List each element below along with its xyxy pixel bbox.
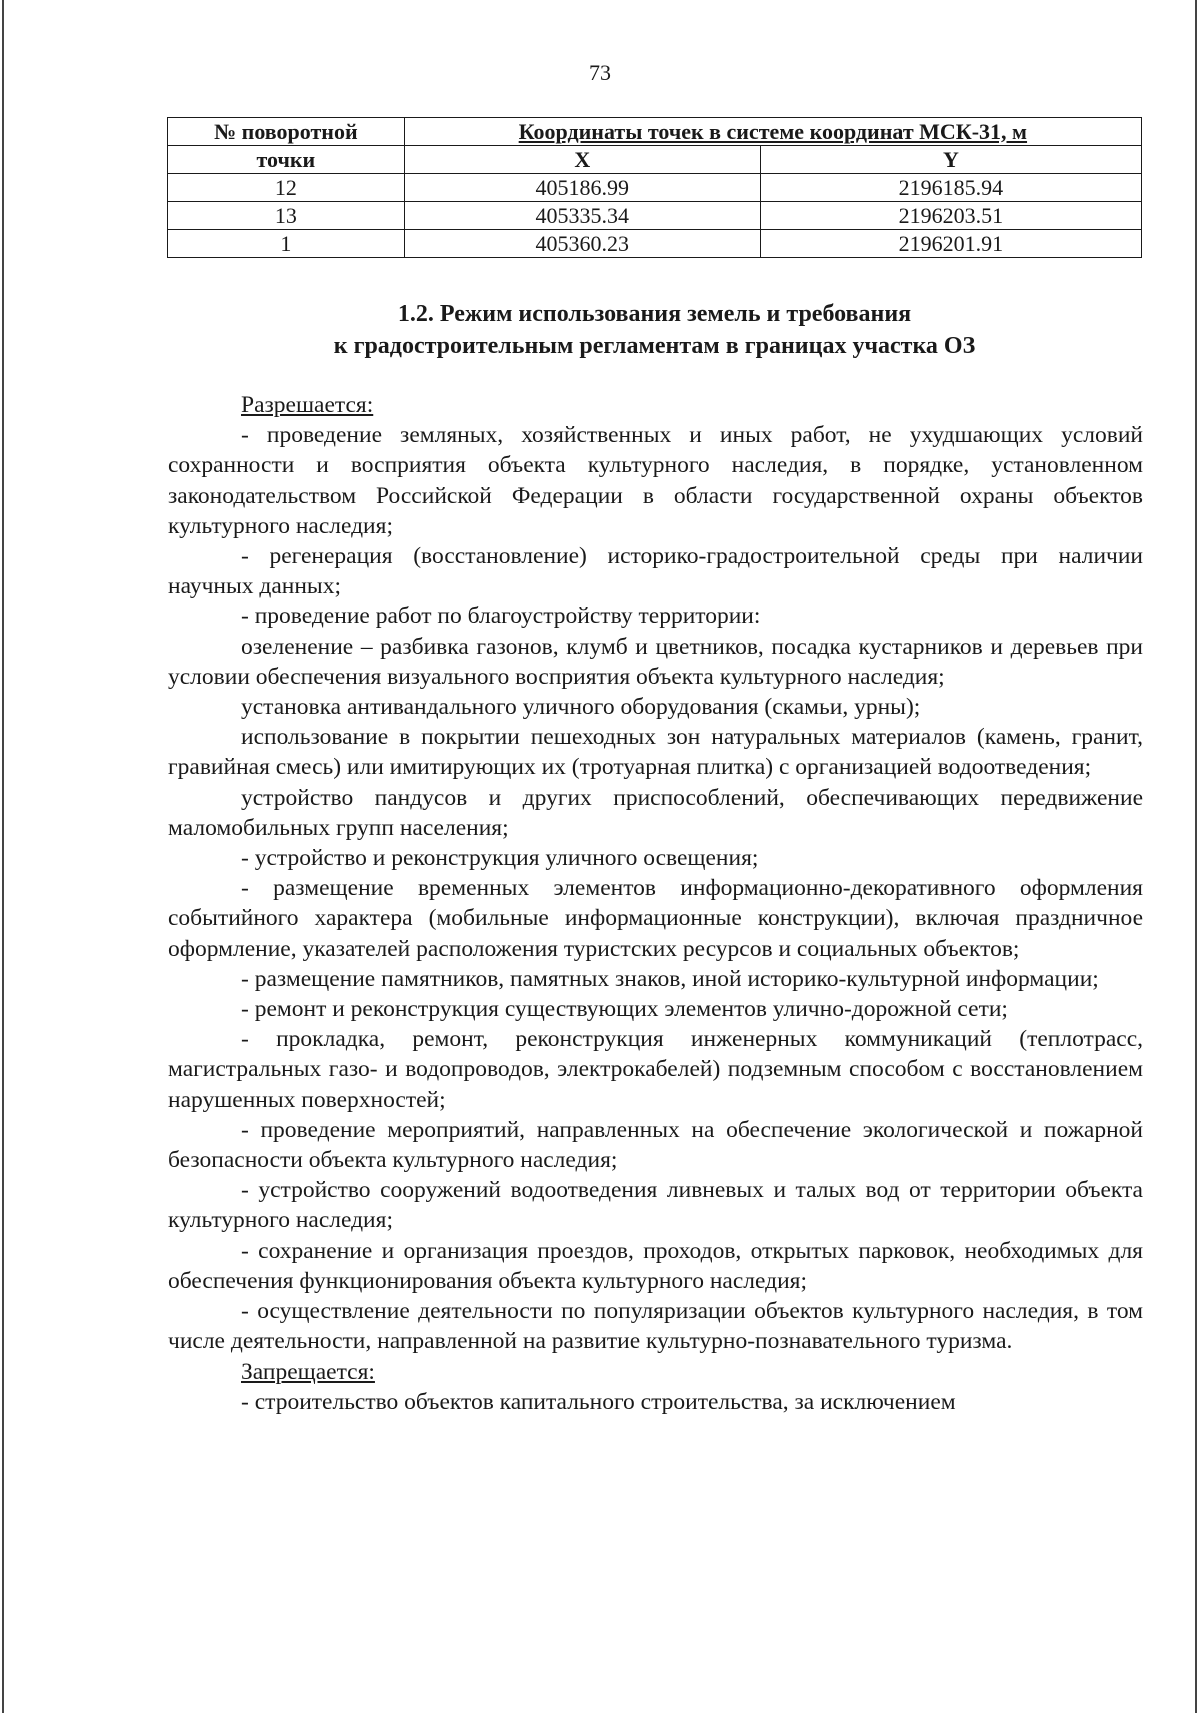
paragraph: - ремонт и реконструкция существующих элементов улично-дорожной сети; — [241, 996, 1008, 1023]
cell-x: 405360.23 — [404, 230, 760, 258]
table-row — [168, 230, 1142, 258]
table-row — [168, 174, 1142, 202]
coordinates-table — [167, 117, 1142, 258]
page-border-left — [2, 0, 4, 1713]
paragraph: устройство пандусов и других приспособлений, обеспечивающих передвижение маломобильных групп населения; — [168, 784, 1143, 841]
cell-point-number: 13 — [168, 202, 405, 230]
paragraph: - устройство и реконструкция уличного освещения; — [241, 845, 759, 872]
paragraph: - проведение земляных, хозяйственных и иных работ, не ухудшающих условий сохранности и восприятия объекта культурного наследия, в порядке, установленном законодательством Российской Федерации в области государственной охраны объектов культурного наследия; — [168, 422, 1143, 539]
header-point-number-line2: точки — [168, 146, 405, 174]
page-border-right — [1195, 0, 1197, 1713]
paragraph: - размещение временных элементов информационно-декоративного оформления событийного характера (мобильные информационные конструкции), включая праздничное оформление, указателей расположения туристских ресурсов и социальных объектов; — [168, 875, 1143, 962]
paragraph: - строительство объектов капитального строительства, за исключением — [241, 1388, 956, 1415]
header-coordinates: Координаты точек в системе координат МСК-31, м — [404, 118, 1141, 146]
section-heading — [167, 298, 1142, 362]
section-heading-line1: 1.2. Режим использования земель и требования — [397, 301, 912, 327]
forbidden-label: Запрещается: — [241, 1358, 375, 1385]
header-y: Y — [760, 146, 1141, 174]
paragraph: - устройство сооружений водоотведения ливневых и талых вод от территории объекта культурного наследия; — [168, 1177, 1143, 1234]
header-point-number-line1: № поворотной — [214, 118, 358, 144]
document-body — [168, 390, 1143, 1417]
section-heading-line2: к градостроительным регламентам в границах участка ОЗ — [333, 333, 976, 359]
cell-point-number: 1 — [168, 230, 405, 258]
cell-y: 2196203.51 — [760, 202, 1141, 230]
paragraph: - регенерация (восстановление) историко-градостроительной среды при наличии научных данных; — [168, 543, 1143, 600]
paragraph: - сохранение и организация проездов, проходов, открытых парковок, необходимых для обеспечения функционирования объекта культурного наследия; — [168, 1237, 1143, 1294]
cell-y: 2196185.94 — [760, 174, 1141, 202]
table-header-row — [168, 118, 1142, 146]
paragraph: использование в покрытии пешеходных зон натуральных материалов (камень, гранит, гравийная смесь) или имитирующих их (тротуарная плитка) с организацией водоотведения; — [168, 724, 1143, 781]
paragraph: - проведение работ по благоустройству территории: — [241, 603, 761, 630]
cell-point-number: 12 — [168, 174, 405, 202]
table-row — [168, 202, 1142, 230]
paragraph: - проведение мероприятий, направленных на обеспечение экологической и пожарной безопасности объекта культурного наследия; — [168, 1116, 1143, 1174]
table-subheader-row — [168, 146, 1142, 174]
paragraph: - осуществление деятельности по популяризации объектов культурного наследия, в том числе деятельности, направленной на развитие культурно-познавательного туризма. — [168, 1298, 1143, 1355]
paragraph: озеленение – разбивка газонов, клумб и цветников, посадка кустарников и деревьев при условии обеспечения визуального восприятия объекта культурного наследия; — [168, 633, 1143, 690]
page-number: 73 — [589, 60, 611, 85]
paragraph: установка антивандального уличного оборудования (скамьи, урны); — [241, 694, 921, 721]
paragraph: - размещение памятников, памятных знаков, иной историко-культурной информации; — [241, 965, 1099, 992]
header-x: X — [404, 146, 760, 174]
cell-y: 2196201.91 — [760, 230, 1141, 258]
cell-x: 405335.34 — [404, 202, 760, 230]
paragraph: - прокладка, ремонт, реконструкция инженерных коммуникаций (теплотрасс, магистральных газо- и водопроводов, электрокабелей) подземным способом с восстановлением нарушенных поверхностей; — [168, 1026, 1143, 1113]
cell-x: 405186.99 — [404, 174, 760, 202]
allowed-label: Разрешается: — [241, 392, 374, 418]
header-point-number — [168, 118, 405, 146]
